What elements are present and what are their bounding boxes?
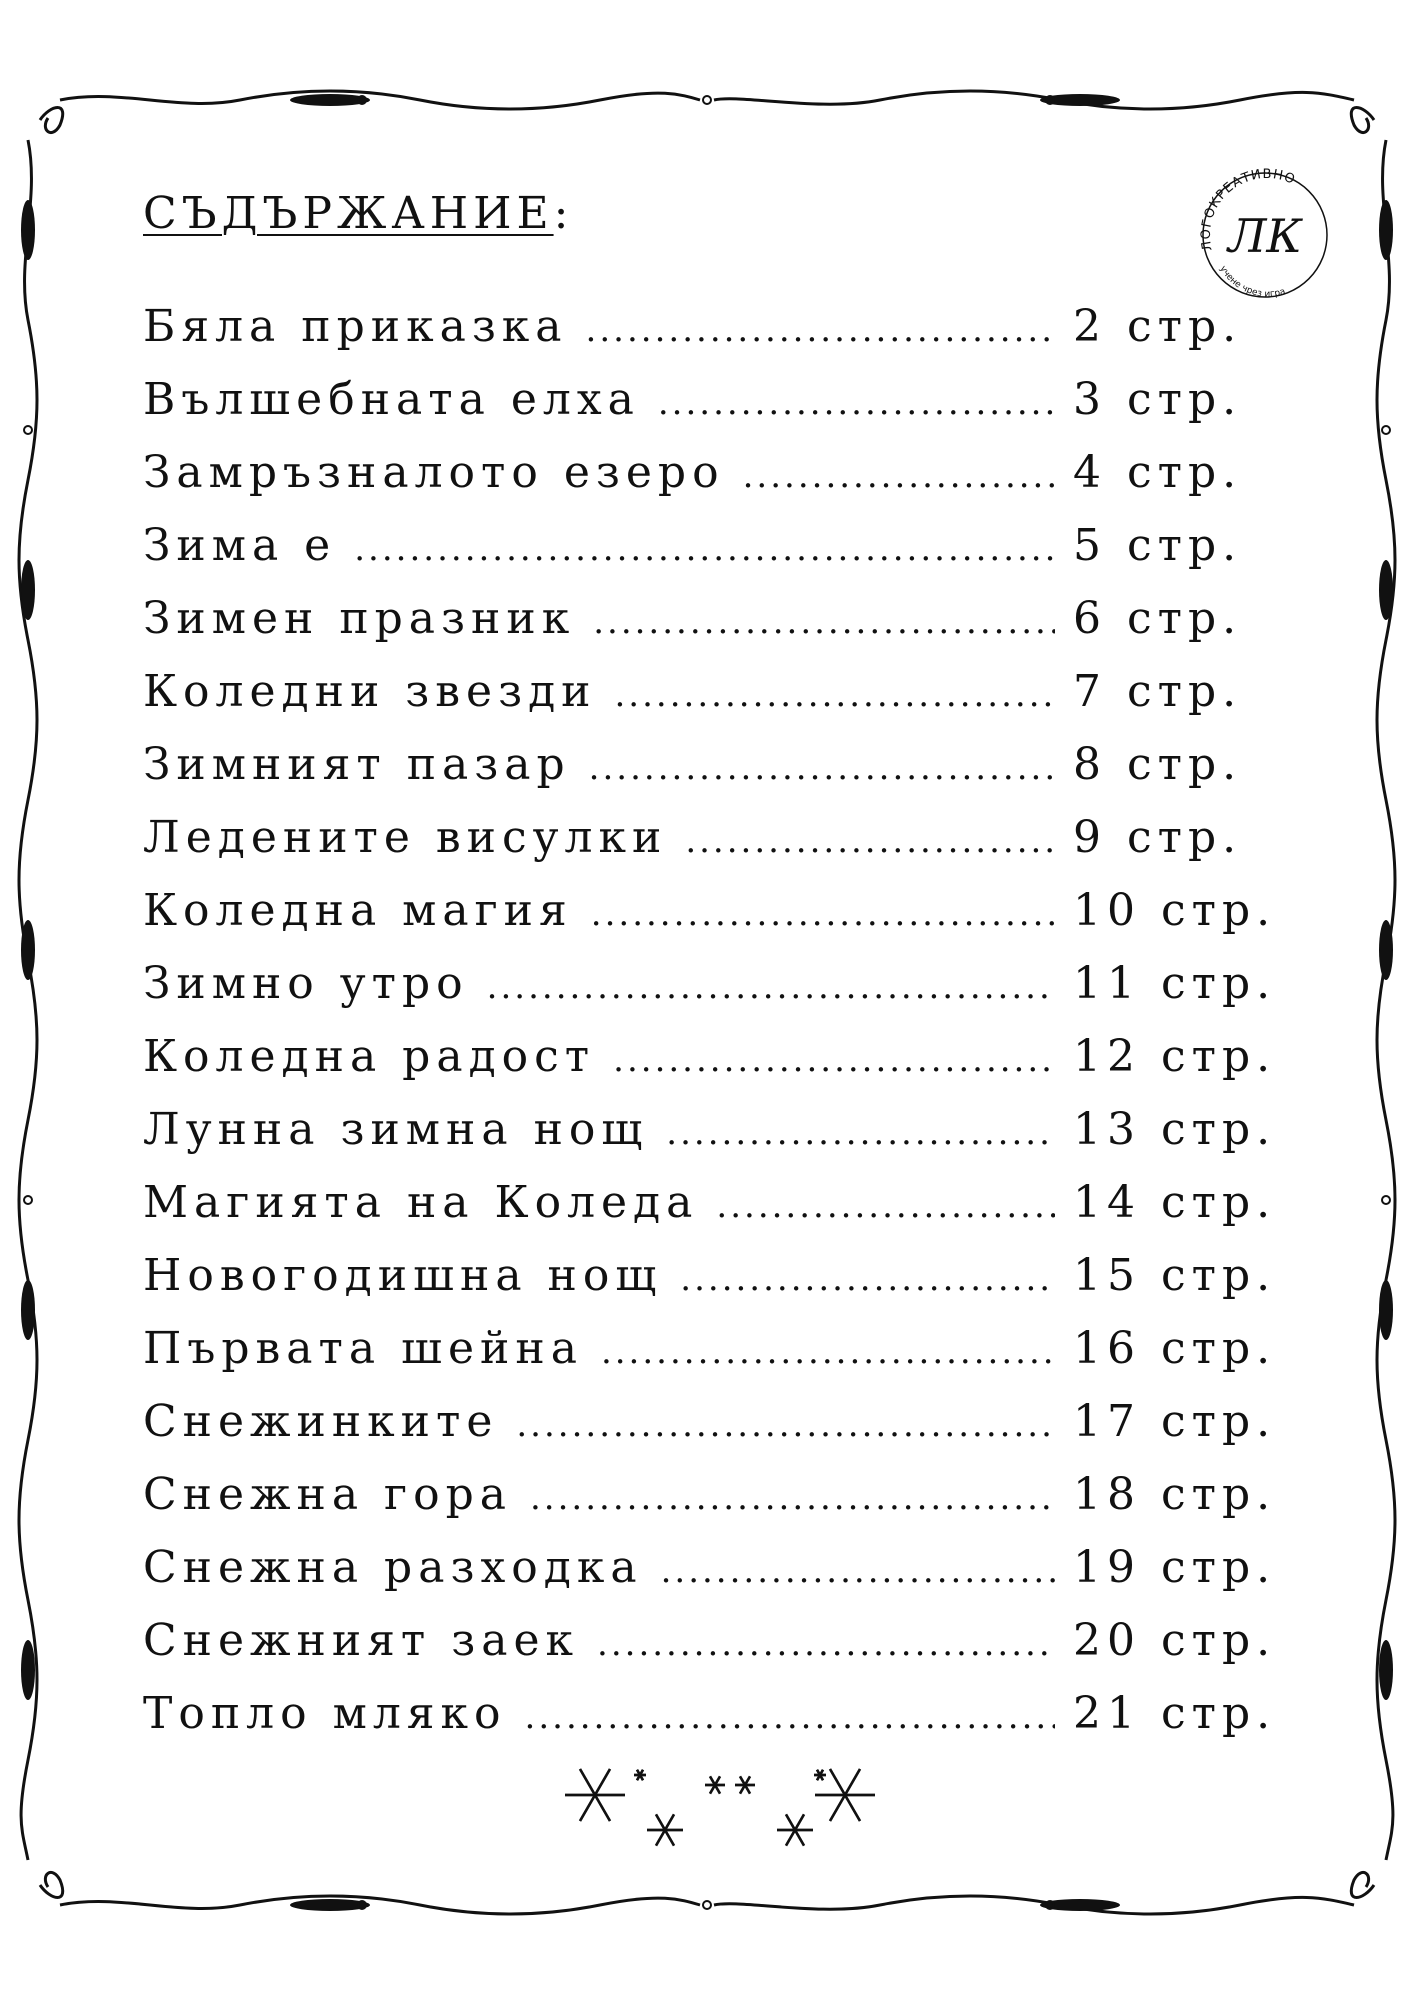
toc-entry-title: Снежинките [143, 1396, 499, 1447]
toc-leader-dots [589, 732, 1055, 805]
toc-entry-page: 6 стр. [1073, 593, 1243, 644]
toc-entry [143, 728, 1283, 801]
toc-entry-title: Коледни звезди [143, 666, 597, 717]
toc-entry [143, 1531, 1283, 1604]
logo-badge [1190, 160, 1340, 310]
toc-leader-dots [487, 951, 1055, 1024]
toc-entry-page: 4 стр. [1073, 447, 1243, 498]
logo-brand: ЛОГОКРЕАТИВНО [1198, 166, 1298, 253]
snowflakes-icon [555, 1755, 905, 1865]
toc-entry [143, 363, 1283, 436]
toc-entry [143, 801, 1283, 874]
toc-entry [143, 1020, 1283, 1093]
toc-leader-dots [593, 586, 1055, 659]
toc-entry-page: 21 стр. [1073, 1688, 1277, 1739]
toc-entry [143, 1385, 1283, 1458]
toc-entry-page: 18 стр. [1073, 1469, 1277, 1520]
toc-leader-dots [516, 1389, 1055, 1462]
toc-entry-title: Топло мляко [143, 1688, 507, 1739]
toc-leader-dots [685, 805, 1055, 878]
title-text: СЪДЪРЖАНИЕ [143, 188, 554, 239]
toc-leader-dots [586, 294, 1055, 367]
toc-entry-title: Коледна радост [143, 1031, 596, 1082]
toc-entry [143, 1458, 1283, 1531]
toc-entry-title: Първата шейна [143, 1323, 583, 1374]
toc-entry-title: Магията на Коледа [143, 1177, 699, 1228]
toc-entry-page: 19 стр. [1073, 1542, 1277, 1593]
toc-entry [143, 655, 1283, 728]
logo-monogram: ЛК [1228, 209, 1302, 263]
toc-entry-page: 14 стр. [1073, 1177, 1277, 1228]
toc-leader-dots [716, 1170, 1055, 1243]
toc-entry [143, 874, 1283, 947]
toc-entry-title: Снежният заек [143, 1615, 580, 1666]
toc-entry [143, 1604, 1283, 1677]
toc-leader-dots [530, 1462, 1055, 1535]
toc-entry-title: Снежна разходка [143, 1542, 643, 1593]
toc-leader-dots [613, 1024, 1055, 1097]
toc-entry-title: Зимен празник [143, 593, 576, 644]
toc-entry-page: 20 стр. [1073, 1615, 1277, 1666]
toc-leader-dots [525, 1681, 1055, 1754]
toc-entry-page: 5 стр. [1073, 520, 1243, 571]
page-title [143, 188, 573, 239]
toc-entry-title: Замръзналото езеро [143, 447, 725, 498]
toc-entry [143, 1677, 1283, 1750]
toc-leader-dots [743, 440, 1055, 513]
toc-entry-title: Коледна магия [143, 885, 573, 936]
logo-tagline: учене чрез игра [1217, 264, 1287, 300]
toc-entry-page: 10 стр. [1073, 885, 1277, 936]
table-of-contents [143, 290, 1283, 1750]
toc-entry [143, 509, 1283, 582]
toc-entry-title: Зимният пазар [143, 739, 571, 790]
toc-entry-page: 9 стр. [1073, 812, 1243, 863]
toc-entry-page: 16 стр. [1073, 1323, 1277, 1374]
toc-entry-page: 11 стр. [1073, 958, 1277, 1009]
toc-entry-page: 15 стр. [1073, 1250, 1277, 1301]
toc-entry-title: Вълшебната елха [143, 374, 640, 425]
toc-entry-page: 2 стр. [1073, 301, 1243, 352]
toc-leader-dots [661, 1535, 1055, 1608]
toc-leader-dots [354, 513, 1055, 586]
toc-leader-dots [658, 367, 1055, 440]
toc-leader-dots [680, 1243, 1055, 1316]
toc-entry-title: Зимно утро [143, 958, 469, 1009]
toc-entry-page: 8 стр. [1073, 739, 1243, 790]
toc-entry-page: 3 стр. [1073, 374, 1243, 425]
toc-entry [143, 582, 1283, 655]
toc-leader-dots [615, 659, 1056, 732]
toc-entry [143, 436, 1283, 509]
toc-entry [143, 1312, 1283, 1385]
toc-entry [143, 1166, 1283, 1239]
toc-leader-dots [597, 1608, 1055, 1681]
toc-entry-page: 12 стр. [1073, 1031, 1277, 1082]
toc-entry [143, 290, 1283, 363]
toc-entry [143, 1239, 1283, 1312]
toc-leader-dots [666, 1097, 1055, 1170]
toc-entry-page: 17 стр. [1073, 1396, 1277, 1447]
toc-entry-title: Лунна зимна нощ [143, 1104, 649, 1155]
toc-leader-dots [591, 878, 1055, 951]
title-colon: : [553, 188, 574, 239]
toc-entry-title: Бяла приказка [143, 301, 568, 352]
toc-entry [143, 1093, 1283, 1166]
toc-entry-title: Зима е [143, 520, 337, 571]
toc-entry-page: 7 стр. [1073, 666, 1243, 717]
toc-entry-page: 13 стр. [1073, 1104, 1277, 1155]
toc-entry-title: Ледените висулки [143, 812, 668, 863]
toc-leader-dots [601, 1316, 1055, 1389]
toc-entry-title: Снежна гора [143, 1469, 512, 1520]
toc-entry-title: Новогодишна нощ [143, 1250, 663, 1301]
toc-entry [143, 947, 1283, 1020]
